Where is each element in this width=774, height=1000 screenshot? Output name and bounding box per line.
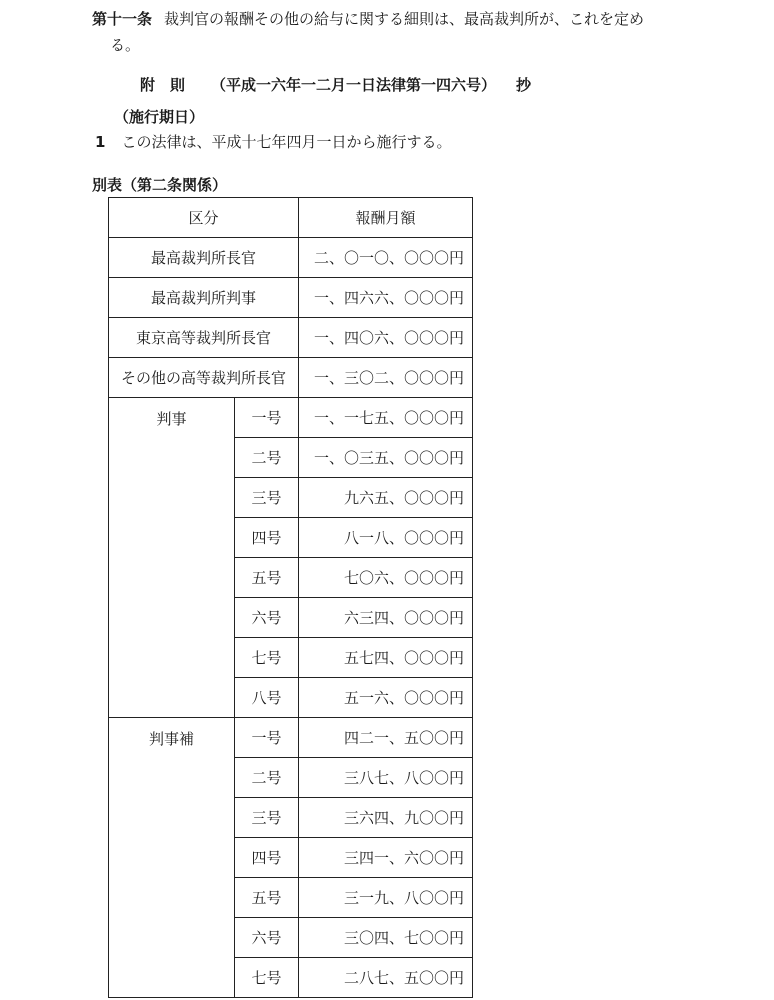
position-label: 東京高等裁判所長官	[109, 318, 299, 358]
monthly-salary: 八一八、〇〇〇円	[299, 518, 473, 558]
monthly-salary: 一、四六六、〇〇〇円	[299, 278, 473, 318]
monthly-salary: 二八七、五〇〇円	[299, 958, 473, 998]
grade-label: 一号	[235, 718, 299, 758]
grade-label: 七号	[235, 638, 299, 678]
monthly-salary: 三四一、六〇〇円	[299, 838, 473, 878]
grade-label: 三号	[235, 478, 299, 518]
monthly-salary: 六三四、〇〇〇円	[299, 598, 473, 638]
grade-label: 五号	[235, 878, 299, 918]
table-row	[109, 238, 473, 278]
grade-label: 一号	[235, 398, 299, 438]
grade-label: 七号	[235, 958, 299, 998]
grade-label: 二号	[235, 438, 299, 478]
enforcement-item	[95, 131, 451, 152]
enforcement-caption: （施行期日）	[114, 108, 205, 126]
position-label: 最高裁判所長官	[109, 238, 299, 278]
grade-label: 六号	[235, 918, 299, 958]
grade-label: 六号	[235, 598, 299, 638]
position-group-label: 判事	[109, 398, 235, 718]
article-11	[92, 6, 692, 58]
table-row	[109, 398, 473, 438]
supplementary-title: 附 則	[140, 76, 186, 94]
monthly-salary: 五一六、〇〇〇円	[299, 678, 473, 718]
monthly-salary: 五七四、〇〇〇円	[299, 638, 473, 678]
supplementary-law-reference: （平成一六年一二月一日法律第一四六号）	[211, 76, 497, 94]
supplementary-provisions-heading	[140, 74, 531, 95]
monthly-salary: 一、〇三五、〇〇〇円	[299, 438, 473, 478]
monthly-salary: 三八七、八〇〇円	[299, 758, 473, 798]
header-amount: 報酬月額	[299, 198, 473, 238]
item-text: この法律は、平成十七年四月一日から施行する。	[121, 133, 452, 151]
grade-label: 三号	[235, 798, 299, 838]
monthly-salary: 三一九、八〇〇円	[299, 878, 473, 918]
header-category: 区分	[109, 198, 299, 238]
monthly-salary: 三六四、九〇〇円	[299, 798, 473, 838]
monthly-salary: 一、一七五、〇〇〇円	[299, 398, 473, 438]
table-row	[109, 278, 473, 318]
position-label: 最高裁判所判事	[109, 278, 299, 318]
table-header-row	[109, 198, 473, 238]
article-text: 裁判官の報酬その他の給与に関する細則は、最高裁判所が、これを定め	[164, 10, 645, 28]
grade-label: 二号	[235, 758, 299, 798]
monthly-salary: 一、三〇二、〇〇〇円	[299, 358, 473, 398]
appendix-table-title: 別表（第二条関係）	[92, 176, 228, 194]
article-text-continuation: る。	[110, 36, 141, 54]
monthly-salary: 四二一、五〇〇円	[299, 718, 473, 758]
grade-label: 八号	[235, 678, 299, 718]
supplementary-extract-note: 抄	[516, 76, 532, 94]
item-number: 1	[95, 133, 106, 151]
table-row	[109, 718, 473, 758]
article-number: 第十一条	[92, 10, 153, 28]
monthly-salary: 二、〇一〇、〇〇〇円	[299, 238, 473, 278]
monthly-salary: 三〇四、七〇〇円	[299, 918, 473, 958]
monthly-salary: 七〇六、〇〇〇円	[299, 558, 473, 598]
grade-label: 四号	[235, 838, 299, 878]
position-label: その他の高等裁判所長官	[109, 358, 299, 398]
salary-table	[108, 197, 473, 998]
monthly-salary: 九六五、〇〇〇円	[299, 478, 473, 518]
position-group-label: 判事補	[109, 718, 235, 998]
table-row	[109, 318, 473, 358]
monthly-salary: 一、四〇六、〇〇〇円	[299, 318, 473, 358]
table-row	[109, 358, 473, 398]
grade-label: 五号	[235, 558, 299, 598]
grade-label: 四号	[235, 518, 299, 558]
